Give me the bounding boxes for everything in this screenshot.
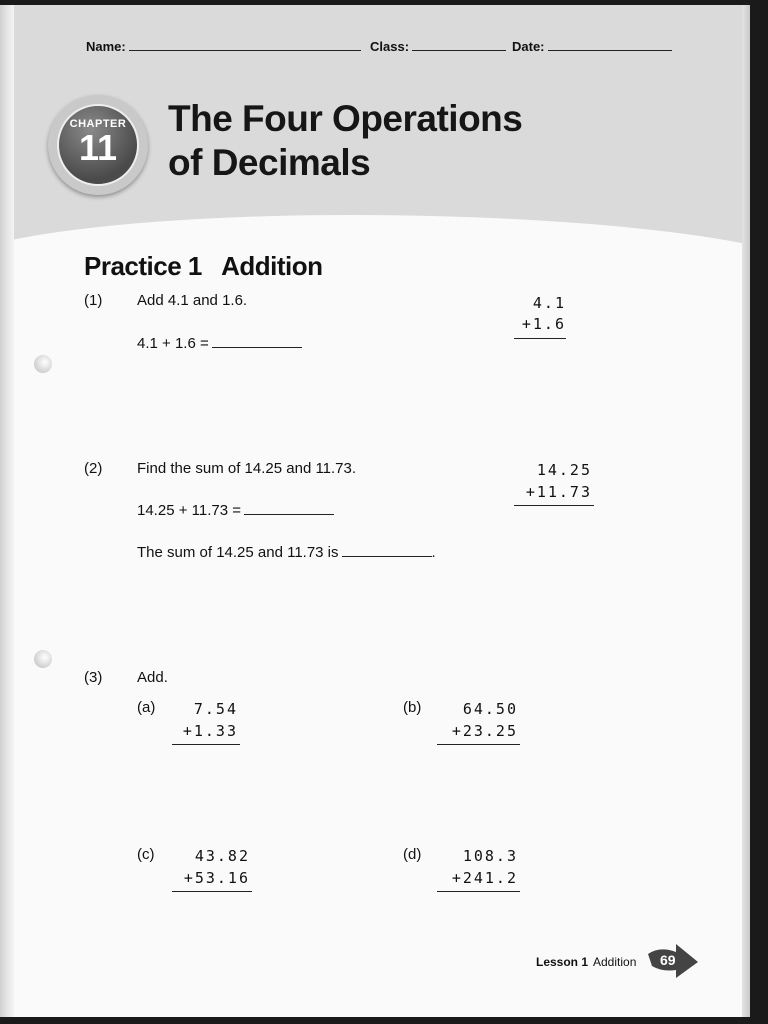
q1-sum-line [514,338,566,339]
chapter-title-line1: The Four Operations [168,98,523,139]
q2-sum-line [514,505,594,506]
chapter-word: CHAPTER [69,118,127,130]
footer-lesson: Lesson 1 [536,955,589,969]
q3b-bottom-number: +23.25 [451,722,518,740]
q1-prompt: Add 4.1 and 1.6. [137,292,248,309]
date-label: Date: [512,39,545,54]
q1-top-number: 4.1 [532,294,566,312]
page-number: 69 [660,952,676,968]
q3d-sum-line [437,891,520,892]
q1-number: (1) [84,292,103,309]
q3c-label: (c) [137,846,155,863]
practice-title: Practice 1 Addition [84,251,323,281]
q3b-label: (b) [403,699,422,716]
q3a-top-number: 7.54 [193,700,238,718]
worksheet-page [0,5,750,1017]
q3a-label: (a) [137,699,156,716]
name-field[interactable] [86,38,361,54]
q3a-bottom-number: +1.33 [182,722,238,740]
chapter-title [168,97,522,185]
q2-top-number: 14.25 [536,461,592,479]
binding-edge [0,5,14,1017]
q3d-label: (d) [403,846,422,863]
q2-equation: 14.25 + 11.73 = [137,502,334,519]
class-label: Class: [370,39,410,54]
q2-statement-blank[interactable] [342,544,432,557]
q2-prompt: Find the sum of 14.25 and 11.73. [137,460,357,477]
name-label: Name: [86,39,126,54]
q2-answer-blank[interactable] [244,502,334,515]
q3b-sum-line [437,744,520,745]
q3-number: (3) [84,669,103,686]
q1-answer-blank[interactable] [212,335,302,348]
q1-bottom-number: +1.6 [521,315,566,333]
q1-equation: 4.1 + 1.6 = [137,335,302,352]
chapter-number: 11 [78,127,118,168]
q3c-top-number: 43.82 [194,847,250,865]
q3c-bottom-number: +53.16 [183,869,250,887]
class-field[interactable] [370,38,506,54]
q3d-bottom-number: +241.2 [451,869,518,887]
q3a-sum-line [172,744,240,745]
q2-number: (2) [84,460,103,477]
page-edge [742,5,750,1017]
footer-lesson-name: Addition [593,955,637,969]
q3-prompt: Add. [137,669,168,686]
q2-statement: The sum of 14.25 and 11.73 is . [137,544,436,561]
date-field[interactable] [512,38,672,54]
chapter-title-line2: of Decimals [168,142,371,183]
q3c-sum-line [172,891,252,892]
q2-bottom-number: +11.73 [525,483,592,501]
header-curve [0,215,750,355]
q3d-top-number: 108.3 [462,847,518,865]
punch-hole [34,355,52,373]
punch-hole [34,650,52,668]
q3b-top-number: 64.50 [462,700,518,718]
chapter-badge [48,95,148,195]
